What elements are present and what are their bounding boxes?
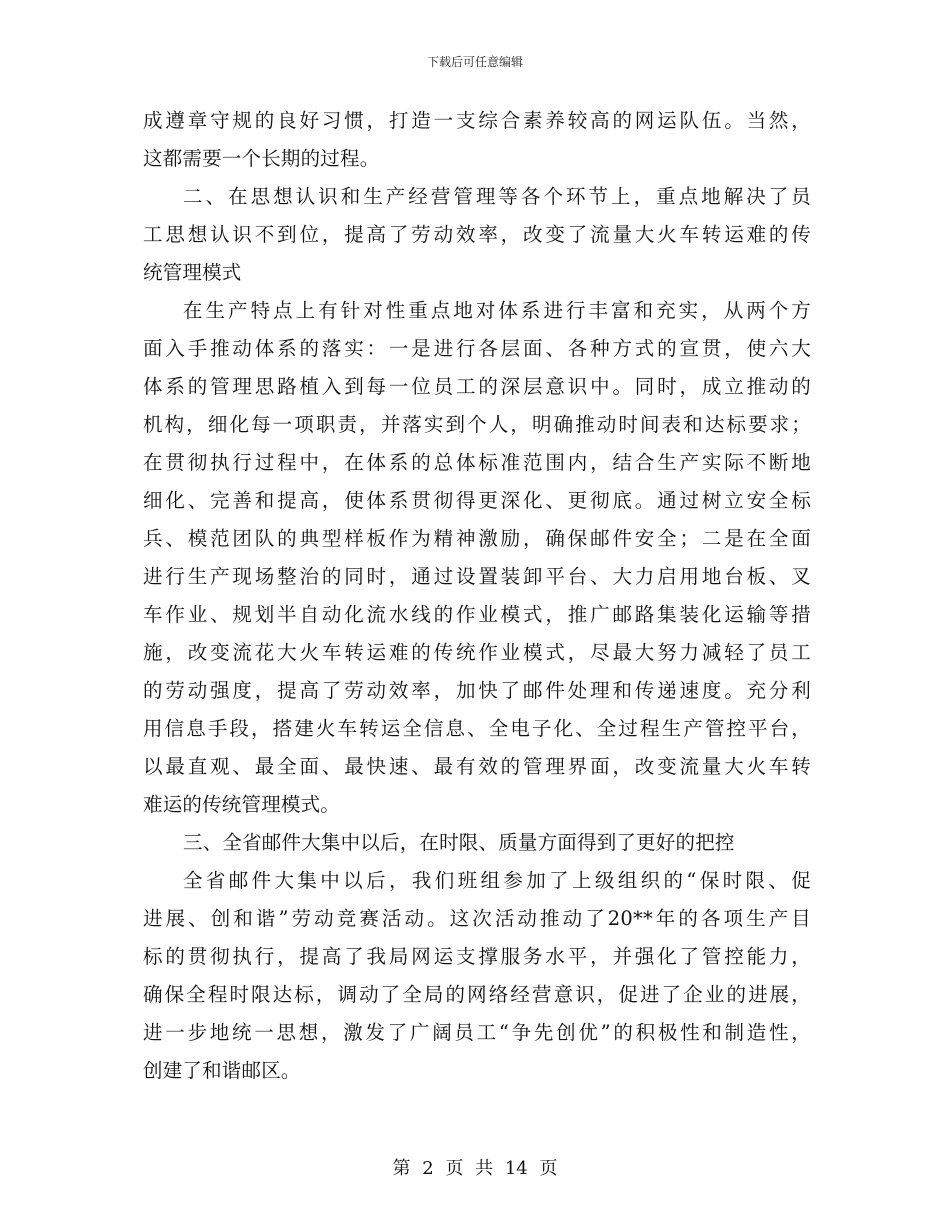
paragraph — [143, 292, 811, 824]
text-line: 进行生产现场整治的同时，通过设置装卸平台、大力启用地台板、叉 — [143, 565, 811, 588]
paragraph — [143, 178, 811, 292]
text-line: 施，改变流花大火车转运难的传统作业模式，尽最大努力减轻了员工 — [143, 641, 811, 664]
document-body — [143, 102, 811, 1090]
section-heading: 三、全省邮件大集中以后，在时限、质量方面得到了更好的把控 — [183, 831, 735, 854]
text-line: 二、在思想认识和生产经营管理等各个环节上，重点地解决了员 — [183, 185, 811, 208]
text-line: 以最直观、最全面、最快速、最有效的管理界面，改变流量大火车转 — [143, 755, 811, 778]
text-line: 工思想认识不到位，提高了劳动效率，改变了流量大火车转运难的传 — [143, 223, 811, 246]
text-line: 创建了和谐邮区。 — [143, 1059, 301, 1082]
text-line: 确保全程时限达标，调动了全局的网络经营意识，促进了企业的进展， — [143, 983, 811, 1006]
text-line: 在贯彻执行过程中，在体系的总体标准范围内，结合生产实际不断地 — [143, 451, 811, 474]
text-line: 全省邮件大集中以后，我们班组参加了上级组织的“保时限、促 — [183, 869, 811, 892]
text-line: 标的贯彻执行，提高了我局网运支撑服务水平，并强化了管控能力， — [143, 945, 811, 968]
text-line: 机构，细化每一项职责，并落实到个人，明确推动时间表和达标要求； — [143, 413, 811, 436]
page-header: 下载后可任意编辑 — [426, 55, 523, 69]
text-line: 这都需要一个长期的过程。 — [143, 147, 380, 170]
text-line: 成遵章守规的良好习惯，打造一支综合素养较高的网运队伍。当然， — [143, 109, 811, 132]
text-line: 进展、创和谐”劳动竞赛活动。这次活动推动了20**年的各项生产目 — [143, 907, 811, 930]
text-line: 细化、完善和提高，使体系贯彻得更深化、更彻底。通过树立安全标 — [143, 489, 811, 512]
text-line: 的劳动强度，提高了劳动效率，加快了邮件处理和传递速度。充分利 — [143, 679, 811, 702]
text-line: 难运的传统管理模式。 — [143, 793, 341, 816]
page-number: 第 2 页 共 14 页 — [392, 1158, 558, 1179]
paragraph — [143, 824, 811, 862]
text-line: 统管理模式 — [143, 261, 242, 284]
text-line: 体系的管理思路植入到每一位员工的深层意识中。同时，成立推动的 — [143, 375, 811, 398]
text-line: 用信息手段，搭建火车转运全信息、全电子化、全过程生产管控平台， — [143, 717, 811, 740]
text-line: 进一步地统一思想，激发了广阔员工“争先创优”的积极性和制造性， — [143, 1021, 811, 1044]
paragraph — [143, 102, 811, 178]
text-line: 兵、模范团队的典型样板作为精神激励，确保邮件安全；二是在全面 — [143, 527, 811, 550]
text-line: 在生产特点上有针对性重点地对体系进行丰富和充实，从两个方 — [183, 299, 811, 322]
text-line: 车作业、规划半自动化流水线的作业模式，推广邮路集装化运输等措 — [143, 603, 811, 626]
text-line: 面入手推动体系的落实：一是进行各层面、各种方式的宣贯，使六大 — [143, 337, 811, 360]
paragraph — [143, 862, 811, 1090]
